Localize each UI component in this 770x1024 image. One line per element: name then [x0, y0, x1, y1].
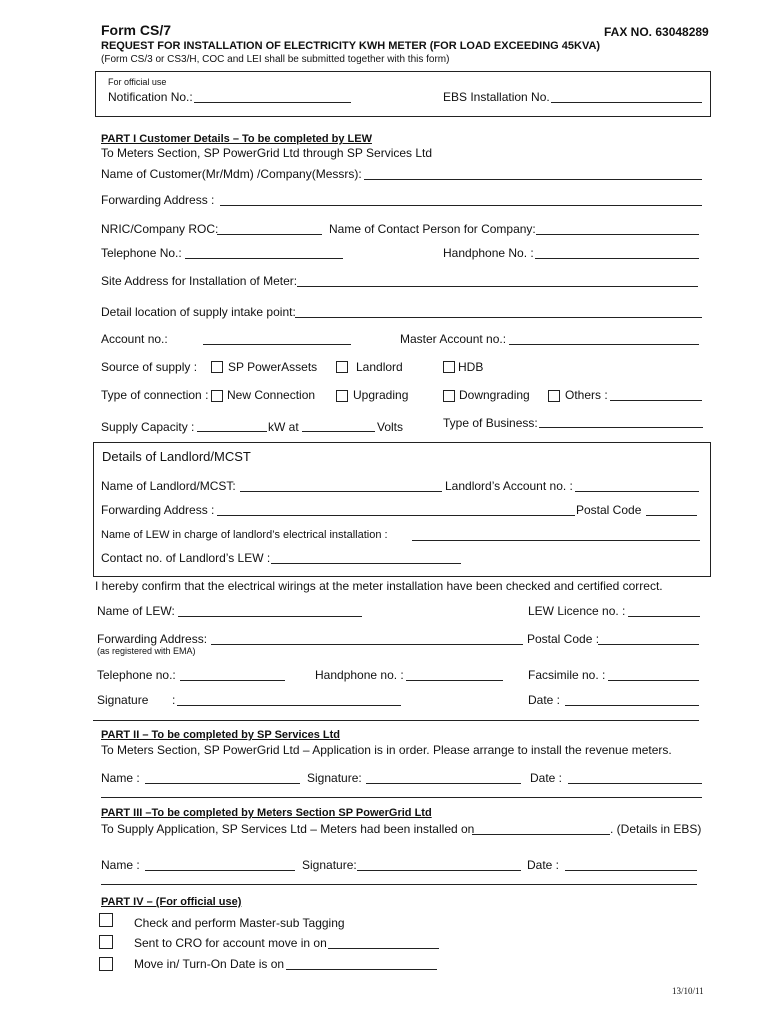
forwarding-address-label: Forwarding Address : [101, 193, 215, 207]
part2-to: To Meters Section, SP PowerGrid Ltd – Application is in order. Please arrange to install the revenue meters. [101, 743, 672, 757]
master-account-label: Master Account no.: [400, 332, 507, 346]
lew-forwarding-label: Forwarding Address: [97, 632, 208, 646]
part3-heading: PART III –To be completed by Meters Section SP PowerGrid Ltd [101, 807, 432, 819]
business-field[interactable] [539, 427, 703, 428]
part2-name-label: Name : [101, 771, 140, 785]
supply-capacity-label: Supply Capacity : [101, 420, 195, 434]
site-address-field[interactable] [297, 286, 698, 287]
official-use-label: For official use [108, 77, 167, 87]
part3-signature-field[interactable] [357, 870, 521, 871]
landlord-contact-label: Contact no. of Landlord’s LEW : [101, 551, 271, 565]
lew-facsimile-field[interactable] [608, 680, 699, 681]
connection-label: Type of connection : [101, 388, 209, 402]
connection-others-checkbox[interactable] [548, 390, 560, 402]
contact-person-label: Name of Contact Person for Company: [329, 222, 536, 236]
lew-licence-field[interactable] [628, 616, 700, 617]
part3-name-field[interactable] [145, 870, 295, 871]
part3-to: To Supply Application, SP Services Ltd – Meters had been installed on [101, 822, 475, 836]
lew-postal-label: Postal Code : [527, 632, 600, 646]
volts-field[interactable] [302, 431, 375, 432]
supply-intake-field[interactable] [295, 317, 702, 318]
telephone-label: Telephone No.: [101, 246, 182, 260]
landlord-lew-label: Name of LEW in charge of landlord’s electrical installation : [101, 529, 388, 541]
connection-new-checkbox[interactable] [211, 390, 223, 402]
part4-cro-checkbox[interactable] [99, 935, 113, 949]
part3-details: . (Details in EBS) [610, 822, 702, 836]
source-landlord-checkbox[interactable] [336, 361, 348, 373]
part4-cro-label: Sent to CRO for account move in on [134, 936, 327, 950]
contact-person-field[interactable] [536, 234, 699, 235]
source-sp-label: SP PowerAssets [228, 360, 318, 374]
part3-signature-label: Signature: [302, 858, 357, 872]
landlord-postal-label: Postal Code [576, 503, 642, 517]
part3-name-label: Name : [101, 858, 140, 872]
source-sp-checkbox[interactable] [211, 361, 223, 373]
form-number: Form CS/7 [101, 22, 172, 38]
footer-date: 13/10/11 [672, 986, 704, 996]
ebs-field[interactable] [551, 102, 702, 103]
connection-downgrading-label: Downgrading [459, 388, 530, 402]
lew-signature-label: Signature [97, 693, 149, 707]
part4-tagging-label: Check and perform Master-sub Tagging [134, 916, 345, 930]
notification-label: Notification No.: [108, 90, 193, 104]
part2-date-field[interactable] [568, 783, 702, 784]
telephone-field[interactable] [185, 258, 343, 259]
landlord-contact-field[interactable] [271, 563, 461, 564]
landlord-account-label: Landlord’s Account no. : [445, 479, 573, 493]
lew-date-label: Date : [528, 693, 561, 707]
supply-capacity-field[interactable] [197, 431, 267, 432]
part3-date-label: Date : [527, 858, 560, 872]
nric-label: NRIC/Company ROC: [101, 222, 219, 236]
lew-postal-field[interactable] [598, 644, 699, 645]
lew-telephone-field[interactable] [180, 680, 285, 681]
connection-downgrading-checkbox[interactable] [443, 390, 455, 402]
connection-new-label: New Connection [227, 388, 316, 402]
part4-tagging-checkbox[interactable] [99, 913, 113, 927]
landlord-heading: Details of Landlord/MCST [102, 449, 251, 464]
lew-name-label: Name of LEW: [97, 604, 175, 618]
landlord-forwarding-label: Forwarding Address : [101, 503, 215, 517]
landlord-account-field[interactable] [575, 491, 699, 492]
account-label: Account no.: [101, 332, 168, 346]
site-address-label: Site Address for Installation of Meter: [101, 274, 298, 288]
lew-handphone-field[interactable] [406, 680, 503, 681]
lew-telephone-label: Telephone no.: [97, 668, 176, 682]
lew-date-field[interactable] [565, 705, 699, 706]
ebs-label: EBS Installation No. [443, 90, 550, 104]
form-subtitle: (Form CS/3 or CS3/H, COC and LEI shall be submitted together with this form) [101, 54, 450, 65]
lew-name-field[interactable] [178, 616, 362, 617]
customer-name-label: Name of Customer(Mr/Mdm) /Company(Messrs): [101, 167, 362, 181]
volts-label: Volts [377, 420, 404, 434]
landlord-name-label: Name of Landlord/MCST: [101, 479, 236, 493]
part4-cro-field[interactable] [328, 948, 439, 949]
part2-date-label: Date : [530, 771, 563, 785]
connection-upgrading-checkbox[interactable] [336, 390, 348, 402]
part4-turnon-checkbox[interactable] [99, 957, 113, 971]
landlord-name-field[interactable] [240, 491, 442, 492]
handphone-label: Handphone No. : [443, 246, 534, 260]
connection-others-label: Others : [565, 388, 608, 402]
divider [93, 720, 699, 721]
part2-signature-field[interactable] [366, 783, 521, 784]
kw-at-label: kW at [268, 420, 299, 434]
source-label: Source of supply : [101, 360, 198, 374]
business-label: Type of Business: [443, 416, 538, 430]
part2-signature-label: Signature: [307, 771, 362, 785]
supply-intake-label: Detail location of supply intake point: [101, 305, 296, 319]
fax-number: FAX NO. 63048289 [604, 25, 709, 39]
customer-name-field[interactable] [364, 179, 702, 180]
part1-to: To Meters Section, SP PowerGrid Ltd through SP Services Ltd [101, 146, 433, 160]
nric-field[interactable] [217, 234, 322, 235]
lew-forwarding-note: (as registered with EMA) [97, 646, 196, 656]
landlord-postal-field[interactable] [646, 515, 697, 516]
lew-signature-field[interactable] [177, 705, 401, 706]
source-landlord-label: Landlord [356, 360, 403, 374]
divider [101, 797, 702, 798]
lew-signature-colon: : [172, 693, 176, 707]
account-field[interactable] [203, 344, 351, 345]
source-hdb-checkbox[interactable] [443, 361, 455, 373]
lew-handphone-label: Handphone no. : [315, 668, 404, 682]
forwarding-address-field[interactable] [220, 205, 702, 206]
lew-licence-label: LEW Licence no. : [528, 604, 626, 618]
landlord-forwarding-field[interactable] [217, 515, 575, 516]
handphone-field[interactable] [535, 258, 699, 259]
part1-heading: PART I Customer Details – To be completed by LEW [101, 133, 372, 145]
lew-forwarding-field[interactable] [211, 644, 523, 645]
part3-install-date-field[interactable] [472, 834, 610, 835]
connection-upgrading-label: Upgrading [353, 388, 409, 402]
notification-field[interactable] [194, 102, 351, 103]
divider [101, 884, 697, 885]
part4-turnon-label: Move in/ Turn-On Date is on [134, 957, 285, 971]
landlord-lew-field[interactable] [412, 540, 700, 541]
source-hdb-label: HDB [458, 360, 484, 374]
part2-heading: PART II – To be completed by SP Services Ltd [101, 729, 341, 741]
connection-others-field[interactable] [610, 400, 702, 401]
lew-confirmation: I hereby confirm that the electrical wirings at the meter installation have been checked and certified correct. [95, 579, 663, 593]
part4-turnon-field[interactable] [286, 969, 437, 970]
lew-facsimile-label: Facsimile no. : [528, 668, 606, 682]
master-account-field[interactable] [509, 344, 699, 345]
part3-date-field[interactable] [565, 870, 697, 871]
form-title: REQUEST FOR INSTALLATION OF ELECTRICITY KWH METER (FOR LOAD EXCEEDING 45KVA) [101, 40, 601, 52]
part4-heading: PART IV – (For official use) [101, 896, 242, 908]
part2-name-field[interactable] [145, 783, 300, 784]
